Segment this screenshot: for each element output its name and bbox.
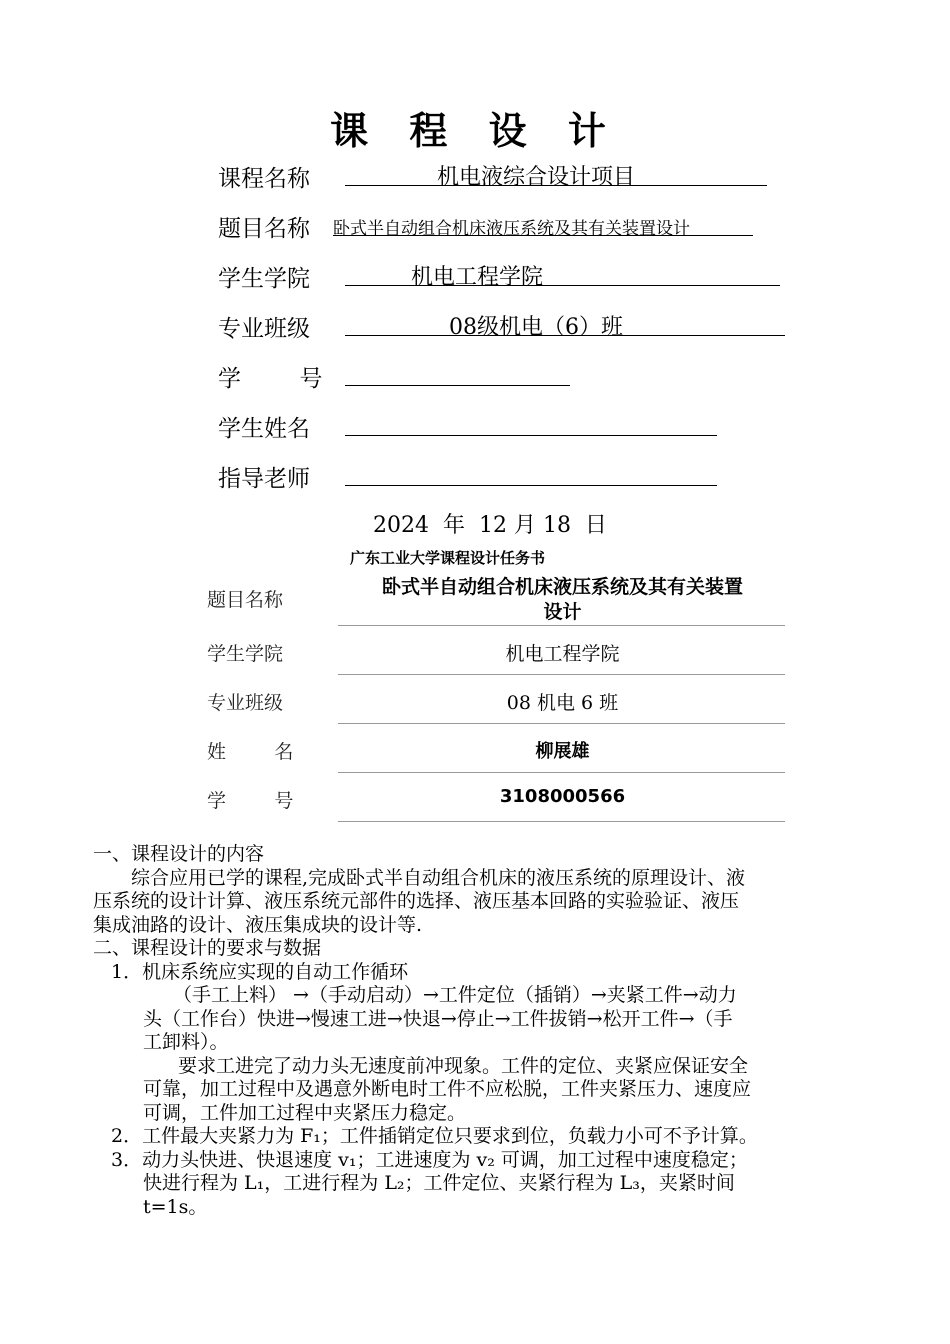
college-value: 机电工程学院: [411, 265, 544, 290]
tb-topic-line2: 设计: [543, 601, 582, 623]
item3-line: t=1s。: [143, 1195, 208, 1218]
item3-line: 3．动力头快进、快退速度 v₁；工进速度为 v₂ 可调，加工过程中速度稳定；: [111, 1148, 748, 1171]
tb-topic-line1: 卧式半自动组合机床液压系统及其有关装置: [381, 576, 743, 598]
cover-date: 2024 年 12 月 18 日: [373, 513, 607, 538]
tb-id-value: 3108000566: [499, 786, 626, 807]
topic-label: 题目名称: [218, 216, 310, 242]
tb-divider: [338, 625, 785, 626]
item2: 2．工件最大夹紧力为 F₁；工件插销定位只要求到位，负载力小可不予计算。: [111, 1125, 758, 1147]
tb-class-value: 08 机电 6 班: [506, 692, 619, 714]
item1-line: 工卸料）。: [143, 1031, 229, 1053]
tb-college-label: 学生学院: [207, 643, 284, 665]
tb-divider: [338, 772, 785, 773]
item1-title: 1．机床系统应实现的自动工作循环: [111, 960, 409, 983]
tb-divider: [338, 674, 785, 675]
tb-divider: [338, 723, 785, 724]
task-book-heading: 广东工业大学课程设计任务书: [350, 549, 546, 567]
advisor-underline: [345, 485, 717, 486]
tb-divider: [338, 821, 785, 822]
course-name-label: 课程名称: [218, 166, 310, 192]
item1-line: （手工上料） →（手动启动）→工件定位（插销）→夹紧工件→动力: [173, 984, 737, 1006]
student-name-underline: [345, 435, 717, 436]
task-content: [93, 843, 863, 1219]
section1-line: 压系统的设计计算、液压系统元部件的选择、液压基本回路的实验验证、液压: [93, 890, 740, 912]
tb-name-label: 姓 名: [207, 741, 294, 763]
item1-para-line: 可靠，加工过程中及遇意外断电时工件不应松脱，工件夹紧压力、速度应: [143, 1078, 752, 1100]
section2-heading: 二、课程设计的要求与数据: [93, 937, 322, 959]
section1-line: 集成油路的设计、液压集成块的设计等.: [93, 913, 423, 936]
tb-id-label: 学 号: [207, 790, 294, 812]
item1-para-line: 要求工进完了动力头无速度前冲现象。工件的定位、夹紧应保证安全: [178, 1054, 749, 1077]
tb-name-value: 柳展雄: [535, 741, 590, 762]
section1-line: 综合应用已学的课程,完成卧式半自动组合机床的液压系统的原理设计、液: [131, 866, 746, 889]
student-name-label: 学生姓名: [218, 416, 310, 442]
document-title: 课 程 设 计: [330, 109, 620, 153]
class-value: 08级机电（6）班: [449, 315, 623, 340]
item1-para-line: 可调，工件加工过程中夹紧压力稳定。: [143, 1101, 467, 1124]
item1-line: 头（工作台）快进→慢速工进→快退→停止→工件拔销→松开工件→（手: [143, 1007, 733, 1030]
college-label: 学生学院: [218, 266, 310, 292]
class-label: 专业班级: [218, 316, 310, 342]
advisor-label: 指导老师: [218, 466, 310, 492]
tb-class-label: 专业班级: [207, 692, 284, 714]
student-id-label: 学 号: [218, 366, 323, 392]
tb-college-value: 机电工程学院: [505, 643, 620, 665]
course-name-value: 机电液综合设计项目: [437, 165, 636, 190]
topic-value: 卧式半自动组合机床液压系统及其有关装置设计: [333, 219, 690, 239]
tb-topic-label: 题目名称: [207, 589, 284, 611]
section1-heading: 一、课程设计的内容: [93, 843, 265, 865]
student-id-underline: [345, 385, 570, 386]
item3-line: 快进行程为 L₁，工进行程为 L₂；工件定位、夹紧行程为 L₃，夹紧时间: [143, 1172, 735, 1194]
